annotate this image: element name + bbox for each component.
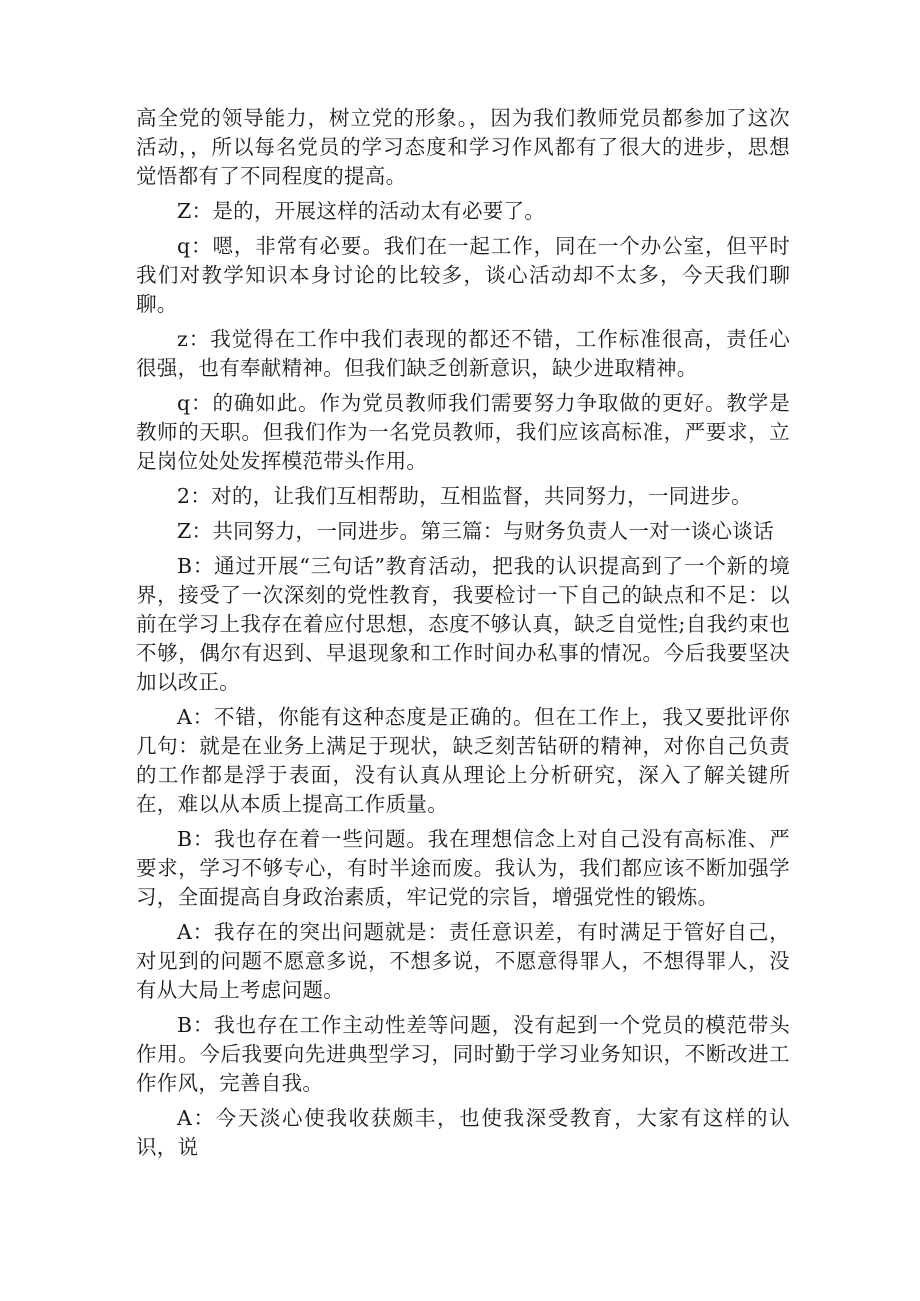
paragraph-z-1: Z：是的，开展这样的活动太有必要了。 [177,199,546,223]
paragraph-z-3: Z：共同努力，一同进步。第三篇：与财务负责人一对一谈心谈话 [177,519,774,543]
paragraph-a-1: A：不错，你能有这种态度是正确的。但在工作上，我又要批评你几句：就是在业务上满足于现状，缺乏刻苦钻研的精神，对你自己负责的工作都是浮于表面，没有认真从理论上分析研究，深入了解关键所在，难以从本质上提高工作质量。 [136,705,790,816]
paragraph-b-1: B：通过开展“三句话”教育活动，把我的认识提高到了一个新的境界，接受了一次深刻的党性教育，我要检讨一下自己的缺点和不足：以前在学习上我存在着应付思想，态度不够认真，缺乏自觉性;自我约束也不够，偶尔有迟到、早退现象和工作时间办私事的情况。今后我要坚决加以改正。 [136,554,790,694]
paragraph-b-2: B：我也存在着一些问题。我在理想信念上对自己没有高标准、严要求，学习不够专心，有时半途而废。我认为，我们都应该不断加强学习，全面提高自身政治素质，牢记党的宗旨，增强党性的锻炼。 [136,827,790,909]
document-page [136,104,790,1168]
paragraph-continuation: 高全党的领导能力，树立党的形象。，因为我们教师党员都参加了这次活动，，所以每名党员的学习态度和学习作风都有了很大的进步，思想觉悟都有了不同程度的提高。 [136,106,790,188]
paragraph-2: 2：对的，让我们互相帮助，互相监督，共同努力，一同进步。 [177,484,752,508]
paragraph-q-1: q：嗯，非常有必要。我们在一起工作，同在一个办公室，但平时我们对教学知识本身讨论的比较多，谈心活动却不太多，今天我们聊聊。 [136,234,790,316]
paragraph-a-2: A：我存在的突出问题就是：责任意识差，有时满足于管好自己，对见到的问题不愿意多说，不想多说，不愿意得罪人，不想得罪人，没有从大局上考虑问题。 [136,920,790,1002]
paragraph-q-2: q：的确如此。作为党员教师我们需要努力争取做的更好。教学是教师的天职。但我们作为一名党员教师，我们应该高标准，严要求，立足岗位处处发挥模范带头作用。 [136,391,790,473]
paragraph-b-3: B：我也存在工作主动性差等问题，没有起到一个党员的模范带头作用。今后我要向先进典型学习，同时勤于学习业务知识，不断改进工作作风，完善自我。 [136,1013,790,1095]
paragraph-a-3: A：今天淡心使我收获颇丰，也使我深受教育，大家有这样的认识，说 [136,1106,790,1159]
paragraph-z-2: z：我觉得在工作中我们表现的都还不错，工作标准很高，责任心很强，也有奉献精神。但我们缺乏创新意识，缺少进取精神。 [136,327,790,380]
